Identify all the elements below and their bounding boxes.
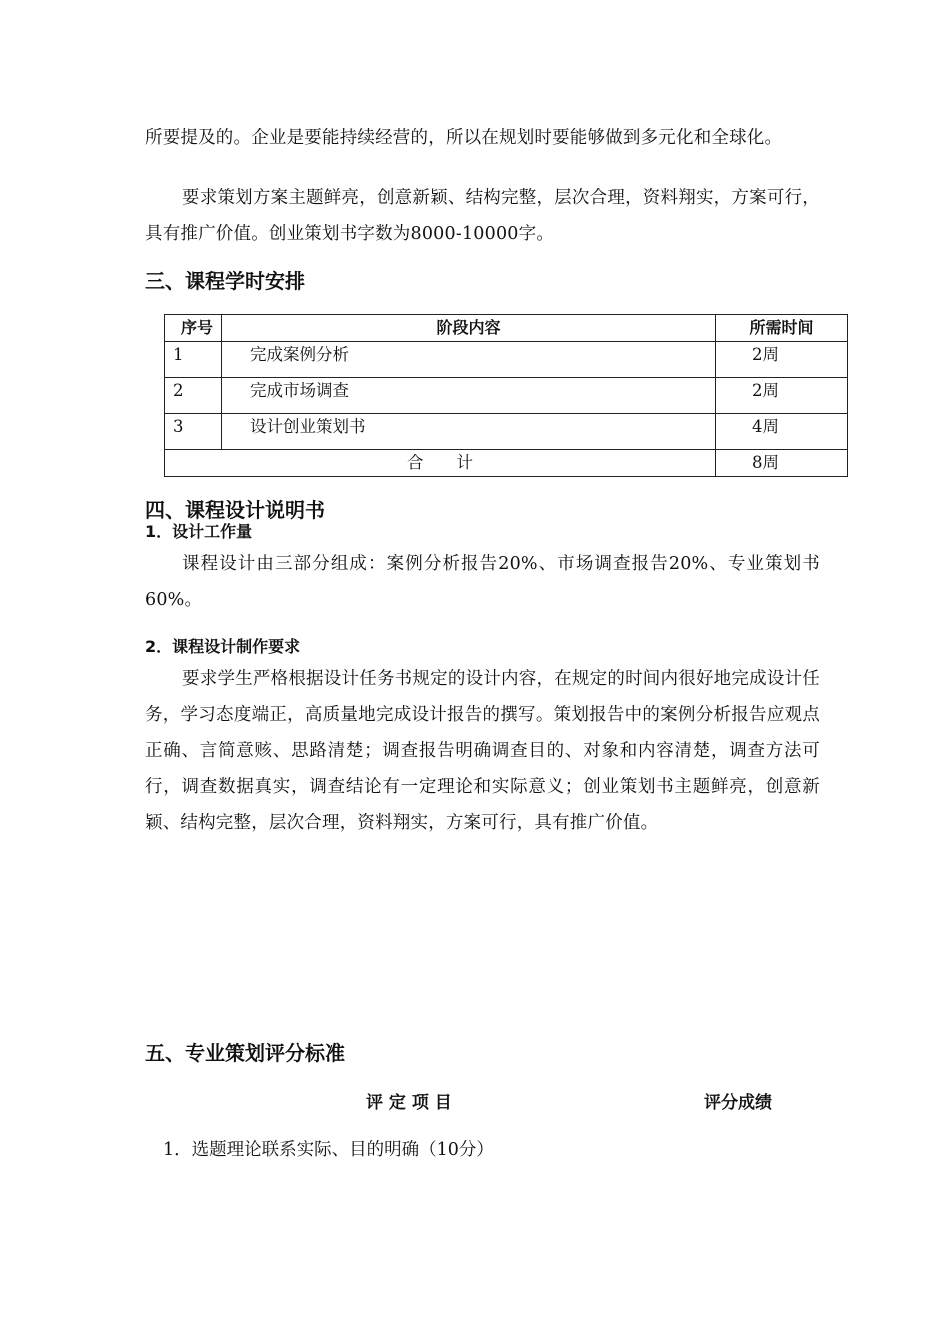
table-total-row (165, 450, 848, 477)
section-5-heading: 五、专业策划评分标准 (145, 1041, 345, 1065)
header-time: 所需时间 (716, 315, 848, 342)
cell-time: 4周 (716, 414, 848, 450)
cell-content: 完成案例分析 (222, 342, 716, 378)
cell-time: 2周 (716, 378, 848, 414)
section-3-heading: 三、课程学时安排 (145, 269, 305, 293)
cell-seq: 1 (165, 342, 222, 378)
intro-paragraph-2: 要求策划方案主题鲜亮，创意新颖、结构完整，层次合理，资料翔实，方案可行，具有推广价值。创业策划书字数为8000-10000字。 (145, 188, 820, 244)
cell-time: 2周 (716, 342, 848, 378)
subsection-2-heading: 2．课程设计制作要求 (145, 637, 301, 656)
cell-seq: 3 (165, 414, 222, 450)
cell-seq: 2 (165, 378, 222, 414)
header-content: 阶段内容 (222, 315, 716, 342)
header-seq: 序号 (165, 315, 222, 342)
total-label: 合 计 (165, 450, 716, 477)
eval-score-column-header: 评分成绩 (704, 1093, 772, 1113)
cell-content: 完成市场调查 (222, 378, 716, 414)
cell-content: 设计创业策划书 (222, 414, 716, 450)
section-4-heading: 四、课程设计说明书 (145, 498, 325, 522)
workload-paragraph: 课程设计由三部分组成：案例分析报告20%、市场调查报告20%、专业策划书60%。 (145, 554, 820, 610)
table-row (165, 414, 848, 450)
table-row (165, 378, 848, 414)
subsection-1-heading: 1．设计工作量 (145, 522, 253, 541)
table-header-row (165, 315, 848, 342)
requirements-paragraph: 要求学生严格根据设计任务书规定的设计内容，在规定的时间内很好地完成设计任务，学习态度端正，高质量地完成设计报告的撰写。策划报告中的案例分析报告应观点正确、言简意赅、思路清楚；调查报告明确调查目的、对象和内容清楚，调查方法可行，调查数据真实，调查结论有一定理论和实际意义；创业策划书主题鲜亮，创意新颖、结构完整，层次合理，资料翔实，方案可行，具有推广价值。 (145, 669, 820, 833)
eval-criterion-item: 1．选题理论联系实际、目的明确（10分） (163, 1140, 494, 1160)
intro-paragraph-1: 所要提及的。企业是要能持续经营的，所以在规划时要能够做到多元化和全球化。 (145, 128, 783, 148)
eval-item-column-header: 评 定 项 目 (366, 1093, 452, 1113)
schedule-table (164, 314, 848, 477)
total-time: 8周 (716, 450, 848, 477)
table-row (165, 342, 848, 378)
